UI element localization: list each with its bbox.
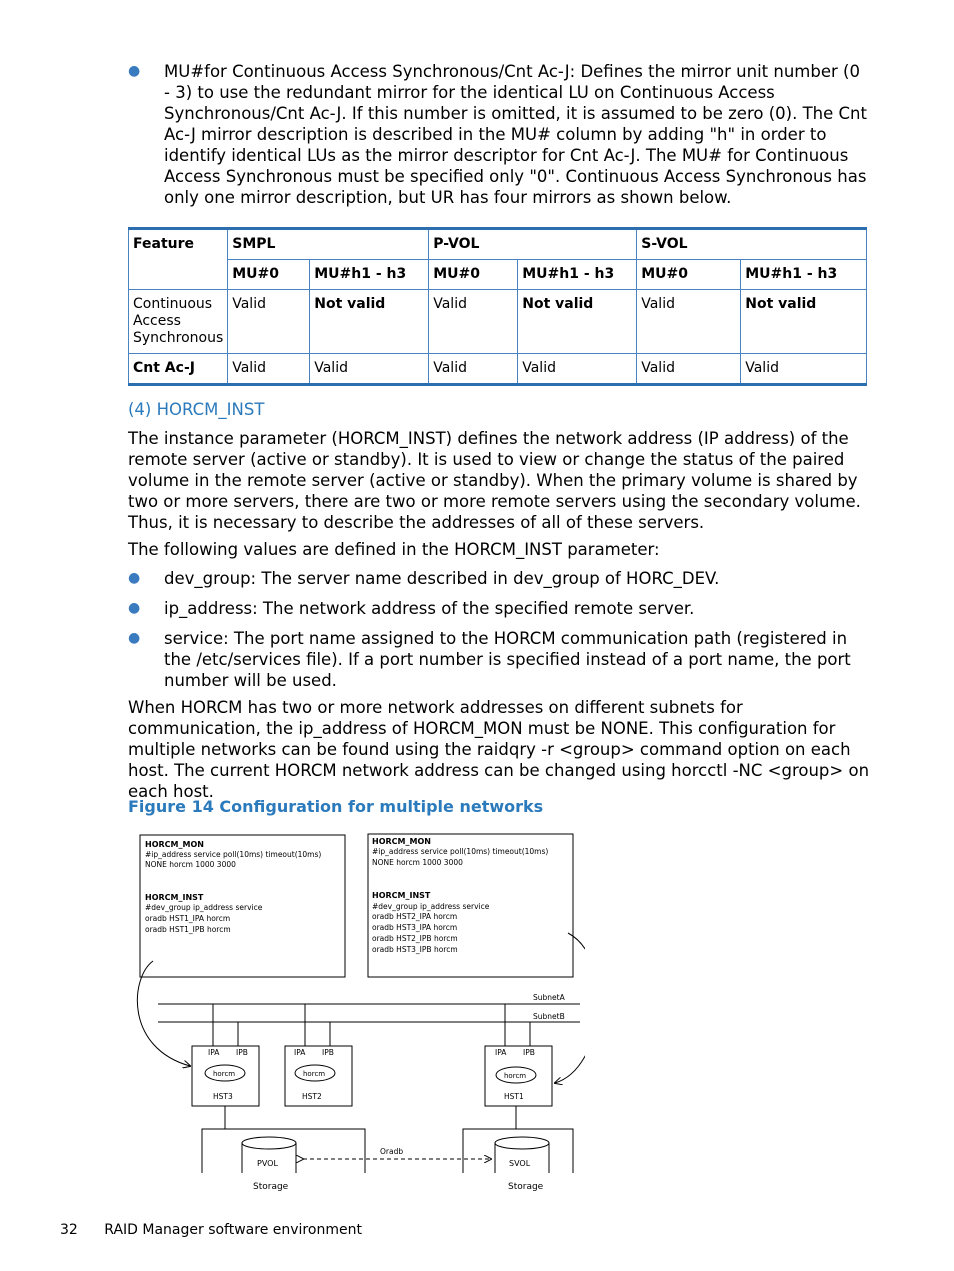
table-subheader: MU#0 xyxy=(429,260,518,290)
list-item-text: dev_group: The server name described in dev_group of HORC_DEV. xyxy=(164,569,720,588)
list-item xyxy=(128,598,870,619)
table-subheader: MU#h1 - h3 xyxy=(741,260,867,290)
figure-caption: Figure 14 Configuration for multiple networks xyxy=(128,797,544,816)
list-item xyxy=(128,628,870,691)
table-header-pvol: P-VOL xyxy=(429,229,637,260)
ipa-label: IPA xyxy=(208,1048,220,1057)
config-line: #ip_address service poll(10ms) timeout(10ms) xyxy=(145,850,322,859)
ipa-label: IPA xyxy=(495,1048,507,1057)
host-label: HST3 xyxy=(213,1092,233,1101)
subnet-b-label: SubnetB xyxy=(533,1012,565,1021)
table-cell: Valid xyxy=(429,354,518,385)
config-line: HORCM_INST xyxy=(372,891,431,900)
table-cell-feature: Cnt Ac-J xyxy=(129,354,228,385)
config-line: oradb HST2_IPA horcm xyxy=(372,912,458,921)
page-number: 32 xyxy=(60,1222,78,1238)
table-cell: Valid xyxy=(637,290,741,354)
config-line: NONE horcm 1000 3000 xyxy=(145,860,236,869)
bullet-icon: ● xyxy=(128,570,141,586)
table-cell: Valid xyxy=(741,354,867,385)
config-line: HORCM_MON xyxy=(372,837,431,846)
list-item-text: service: The port name assigned to the HORCM communication path (registered in the /etc/services file). If a port number is specified instead of a port name, the port number will be used. xyxy=(164,629,851,690)
list-item xyxy=(128,61,870,208)
section-heading: (4) HORCM_INST xyxy=(128,400,265,419)
table-cell: Valid xyxy=(310,354,429,385)
table-header-feature: Feature xyxy=(129,229,228,290)
ipb-label: IPB xyxy=(236,1048,248,1057)
pvol-label: PVOL xyxy=(257,1159,278,1168)
table-cell: Valid xyxy=(228,290,310,354)
ipb-label: IPB xyxy=(523,1048,535,1057)
table-subheader: MU#0 xyxy=(637,260,741,290)
config-line: #dev_group ip_address service xyxy=(372,902,490,911)
bullet-icon: ● xyxy=(128,600,141,616)
list-item-text: ip_address: The network address of the specified remote server. xyxy=(164,599,695,618)
host-label: HST2 xyxy=(302,1092,322,1101)
network-diagram xyxy=(125,828,585,1198)
subnet-a-label: SubnetA xyxy=(533,993,565,1002)
config-line: oradb HST3_IPB horcm xyxy=(372,945,458,954)
horcm-label: horcm xyxy=(303,1070,326,1078)
footer-title: RAID Manager software environment xyxy=(104,1222,362,1238)
config-arrow-right xyxy=(555,933,585,1083)
table-cell: Not valid xyxy=(741,290,867,354)
table-cell: Valid xyxy=(228,354,310,385)
ipa-label: IPA xyxy=(294,1048,306,1057)
intro-bullet-block xyxy=(128,61,870,217)
paragraph-3: When HORCM has two or more network addresses on different subnets for communication, the ip_address of HORCM_MON must be NONE. This configuration for multiple networks can be found using the raidqry -r <group> command option on each host. The current HORCM network address can be changed using horcctl -NC <group> on each host. xyxy=(128,698,870,801)
paragraph-2: The following values are defined in the HORCM_INST parameter: xyxy=(128,540,660,559)
table-header-svol: S-VOL xyxy=(637,229,867,260)
table-cell: Not valid xyxy=(310,290,429,354)
bullet-icon: ● xyxy=(128,63,141,79)
svol-label: SVOL xyxy=(509,1159,531,1168)
storage-label: Storage xyxy=(508,1182,544,1192)
config-line: #ip_address service poll(10ms) timeout(10ms) xyxy=(372,847,549,856)
oradb-label: Oradb xyxy=(380,1147,404,1156)
table-cell: Not valid xyxy=(518,290,637,354)
table-row xyxy=(129,354,867,385)
parameter-list xyxy=(128,568,870,700)
horcm-label: horcm xyxy=(213,1070,236,1078)
config-line: HORCM_INST xyxy=(145,893,204,902)
paragraph-1: The instance parameter (HORCM_INST) defines the network address (IP address) of the remote server (active or standby). It is used to view or change the status of the paired volume in the remote server (active or standby). When the primary volume is shared by two or more servers, there are two or more remote servers using the secondary volume. Thus, it is necessary to describe the addresses of all of these servers. xyxy=(128,429,861,532)
storage-left-frame xyxy=(202,1129,365,1173)
table-cell: Valid xyxy=(518,354,637,385)
table-cell-feature: Continuous Access Synchronous xyxy=(129,290,228,354)
config-line: NONE horcm 1000 3000 xyxy=(372,858,463,867)
config-line: oradb HST1_IPA horcm xyxy=(145,914,231,923)
table-subheader: MU#h1 - h3 xyxy=(518,260,637,290)
config-line: #dev_group ip_address service xyxy=(145,903,263,912)
list-item xyxy=(128,568,870,589)
ipb-label: IPB xyxy=(322,1048,334,1057)
config-line: oradb HST1_IPB horcm xyxy=(145,925,231,934)
table-subheader: MU#h1 - h3 xyxy=(310,260,429,290)
page-footer xyxy=(60,1222,384,1238)
intro-bullet-text: MU#for Continuous Access Synchronous/Cnt Ac-J: Defines the mirror unit number (0 - 3) to use the redundant mirror for the identical LU on Continuous Access Synchronous/Cnt Ac-J. If this number is omitted, it is assumed to be zero (0). The Cnt Ac-J mirror description is described in the MU# column by adding "h" in order to identify identical LUs as the mirror descriptor for Cnt Ac-J. The MU# for Continuous Access Synchronous must be specified only "0". Continuous Access Synchronous has only one mirror description, but UR has four mirrors as shown below. xyxy=(164,62,867,207)
table-subheader: MU#0 xyxy=(228,260,310,290)
host-label: HST1 xyxy=(504,1092,524,1101)
config-line: oradb HST3_IPA horcm xyxy=(372,923,458,932)
mirror-unit-table xyxy=(128,227,867,386)
config-line: oradb HST2_IPB horcm xyxy=(372,934,458,943)
bullet-icon: ● xyxy=(128,630,141,646)
config-line: HORCM_MON xyxy=(145,840,204,849)
table-row xyxy=(129,290,867,354)
table-cell: Valid xyxy=(429,290,518,354)
horcm-label: horcm xyxy=(504,1072,527,1080)
storage-label: Storage xyxy=(253,1182,289,1192)
table-header-smpl: SMPL xyxy=(228,229,429,260)
table-cell: Valid xyxy=(637,354,741,385)
